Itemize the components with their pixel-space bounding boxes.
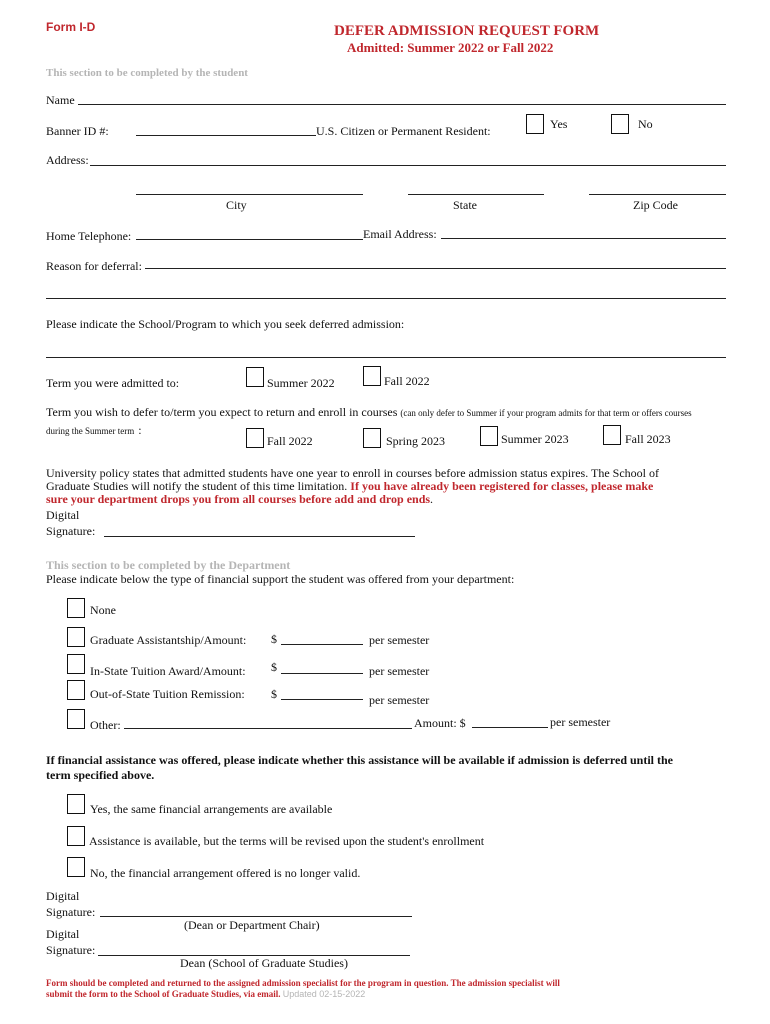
dept-signature-label: Signature: bbox=[46, 905, 96, 919]
defer-summer-2023-label: Summer 2023 bbox=[501, 432, 569, 446]
dept-digital-label: Digital bbox=[46, 889, 80, 903]
support-instate-currency: $ bbox=[271, 660, 277, 674]
support-none-checkbox[interactable] bbox=[67, 598, 85, 618]
email-field[interactable] bbox=[441, 238, 726, 239]
assistance-question-2: term specified above. bbox=[46, 768, 155, 782]
support-other-amount-field[interactable] bbox=[472, 727, 548, 728]
reason-label: Reason for deferral: bbox=[46, 259, 142, 273]
zip-label: Zip Code bbox=[633, 198, 678, 212]
support-other-unit: per semester bbox=[550, 715, 611, 729]
policy-end: . bbox=[430, 492, 434, 506]
footer-line1: Form should be completed and returned to the assigned admission specialist for the program in question. The admission specialist will bbox=[46, 978, 560, 988]
dean-signature-label: Signature: bbox=[46, 943, 96, 957]
support-outstate-unit: per semester bbox=[369, 693, 430, 707]
citizen-yes-checkbox[interactable] bbox=[526, 114, 544, 134]
program-field[interactable] bbox=[46, 357, 726, 358]
phone-field[interactable] bbox=[136, 239, 363, 240]
defer-spring-2023-label: Spring 2023 bbox=[386, 434, 446, 448]
support-ga-unit: per semester bbox=[369, 633, 430, 647]
assist-revised-checkbox[interactable] bbox=[67, 826, 85, 846]
policy-line3 bbox=[46, 492, 433, 506]
support-instate-amount-field[interactable] bbox=[281, 673, 363, 674]
support-instate-checkbox[interactable] bbox=[67, 654, 85, 674]
admitted-summer-2022-checkbox[interactable] bbox=[246, 367, 264, 387]
support-ga-label: Graduate Assistantship/Amount: bbox=[90, 633, 247, 647]
program-prompt: Please indicate the School/Program to which you seek deferred admission: bbox=[46, 317, 405, 331]
defer-fall-2023-checkbox[interactable] bbox=[603, 425, 621, 445]
support-prompt: Please indicate below the type of financial support the student was offered from your department: bbox=[46, 572, 515, 586]
reason-field[interactable] bbox=[145, 268, 726, 269]
citizen-no-label: No bbox=[638, 117, 653, 131]
form-subtitle: Admitted: Summer 2022 or Fall 2022 bbox=[347, 40, 554, 55]
support-instate-unit: per semester bbox=[369, 664, 430, 678]
dean-chair-caption: (Dean or Department Chair) bbox=[184, 918, 320, 932]
student-signature-field[interactable] bbox=[104, 536, 415, 537]
assistance-question-1: If financial assistance was offered, please indicate whether this assistance will be available if admission is deferred until the bbox=[46, 753, 673, 767]
support-ga-checkbox[interactable] bbox=[67, 627, 85, 647]
footer-updated: Updated 02-15-2022 bbox=[282, 989, 366, 999]
assist-revised-label: Assistance is available, but the terms will be revised upon the student's enrollment bbox=[89, 834, 485, 848]
defer-fall-2022-label: Fall 2022 bbox=[267, 434, 313, 448]
city-label: City bbox=[226, 198, 247, 212]
dean-digital-label: Digital bbox=[46, 927, 80, 941]
defer-fall-2023-label: Fall 2023 bbox=[625, 432, 671, 446]
address-field[interactable] bbox=[90, 165, 726, 166]
policy-line2 bbox=[46, 479, 653, 493]
citizen-yes-label: Yes bbox=[550, 117, 568, 131]
address-label: Address: bbox=[46, 153, 89, 167]
defer-fall-2022-checkbox[interactable] bbox=[246, 428, 264, 448]
support-outstate-amount-field[interactable] bbox=[281, 699, 363, 700]
dean-sgs-caption: Dean (School of Graduate Studies) bbox=[180, 956, 348, 970]
footer-line2-wrap bbox=[46, 989, 365, 999]
defer-note-line2 bbox=[46, 421, 142, 439]
citizen-label: U.S. Citizen or Permanent Resident: bbox=[316, 124, 491, 138]
state-field[interactable] bbox=[408, 194, 544, 195]
policy-text: Graduate Studies will notify the student of this time limitation. bbox=[46, 479, 348, 493]
defer-note2: during the Summer term bbox=[46, 426, 135, 436]
term-admitted-label: Term you were admitted to: bbox=[46, 376, 180, 390]
student-signature-label: Signature: bbox=[46, 524, 96, 538]
student-section-heading: This section to be completed by the student bbox=[46, 67, 248, 79]
policy-warning-2: sure your department drops you from all courses before add and drop ends bbox=[46, 492, 431, 506]
support-other-checkbox[interactable] bbox=[67, 709, 85, 729]
citizen-no-checkbox[interactable] bbox=[611, 114, 629, 134]
footer-line2: submit the form to the School of Graduate Studies, via email. bbox=[46, 989, 281, 999]
defer-spring-2023-checkbox[interactable] bbox=[363, 428, 381, 448]
reason-field-line2[interactable] bbox=[46, 298, 726, 299]
banner-label: Banner ID #: bbox=[46, 124, 109, 138]
support-outstate-checkbox[interactable] bbox=[67, 680, 85, 700]
form-title: DEFER ADMISSION REQUEST FORM bbox=[334, 23, 600, 39]
department-section-heading: This section to be completed by the Department bbox=[46, 558, 291, 572]
support-none-label: None bbox=[90, 603, 116, 617]
assist-no-label: No, the financial arrangement offered is no longer valid. bbox=[90, 866, 361, 880]
phone-label: Home Telephone: bbox=[46, 229, 132, 243]
policy-warning-1: If you have already been registered for classes, please make bbox=[350, 479, 654, 493]
admitted-fall-2022-checkbox[interactable] bbox=[363, 366, 381, 386]
support-outstate-currency: $ bbox=[271, 687, 277, 701]
defer-prompt bbox=[46, 405, 692, 419]
defer-note: (can only defer to Summer if your program admits for that term or offers courses bbox=[400, 408, 692, 418]
defer-colon: : bbox=[138, 423, 142, 437]
zip-field[interactable] bbox=[589, 194, 726, 195]
student-digital-label: Digital bbox=[46, 508, 80, 522]
support-other-field[interactable] bbox=[124, 728, 412, 729]
state-label: State bbox=[453, 198, 477, 212]
admitted-summer-2022-label: Summer 2022 bbox=[267, 376, 335, 390]
assist-yes-label: Yes, the same financial arrangements are available bbox=[90, 802, 333, 816]
admitted-fall-2022-label: Fall 2022 bbox=[384, 374, 430, 388]
form-id: Form I-D bbox=[46, 20, 96, 34]
name-field[interactable] bbox=[78, 104, 726, 105]
support-outstate-label: Out-of-State Tuition Remission: bbox=[90, 687, 245, 701]
policy-line1: University policy states that admitted students have one year to enroll in courses before admission status expires. The School of bbox=[46, 466, 659, 480]
support-instate-label: In-State Tuition Award/Amount: bbox=[90, 664, 246, 678]
defer-prompt-text: Term you wish to defer to/term you expect to return and enroll in courses bbox=[46, 405, 398, 419]
name-label: Name bbox=[46, 93, 75, 107]
support-ga-amount-field[interactable] bbox=[281, 644, 363, 645]
email-label: Email Address: bbox=[363, 227, 437, 241]
banner-id-field[interactable] bbox=[136, 135, 316, 136]
dept-chair-signature-field[interactable] bbox=[100, 916, 412, 917]
support-ga-currency: $ bbox=[271, 632, 277, 646]
assist-no-checkbox[interactable] bbox=[67, 857, 85, 877]
support-other-amount-label: Amount: $ bbox=[414, 716, 466, 730]
support-other-label: Other: bbox=[90, 718, 121, 732]
assist-yes-checkbox[interactable] bbox=[67, 794, 85, 814]
city-field[interactable] bbox=[136, 194, 363, 195]
defer-summer-2023-checkbox[interactable] bbox=[480, 426, 498, 446]
